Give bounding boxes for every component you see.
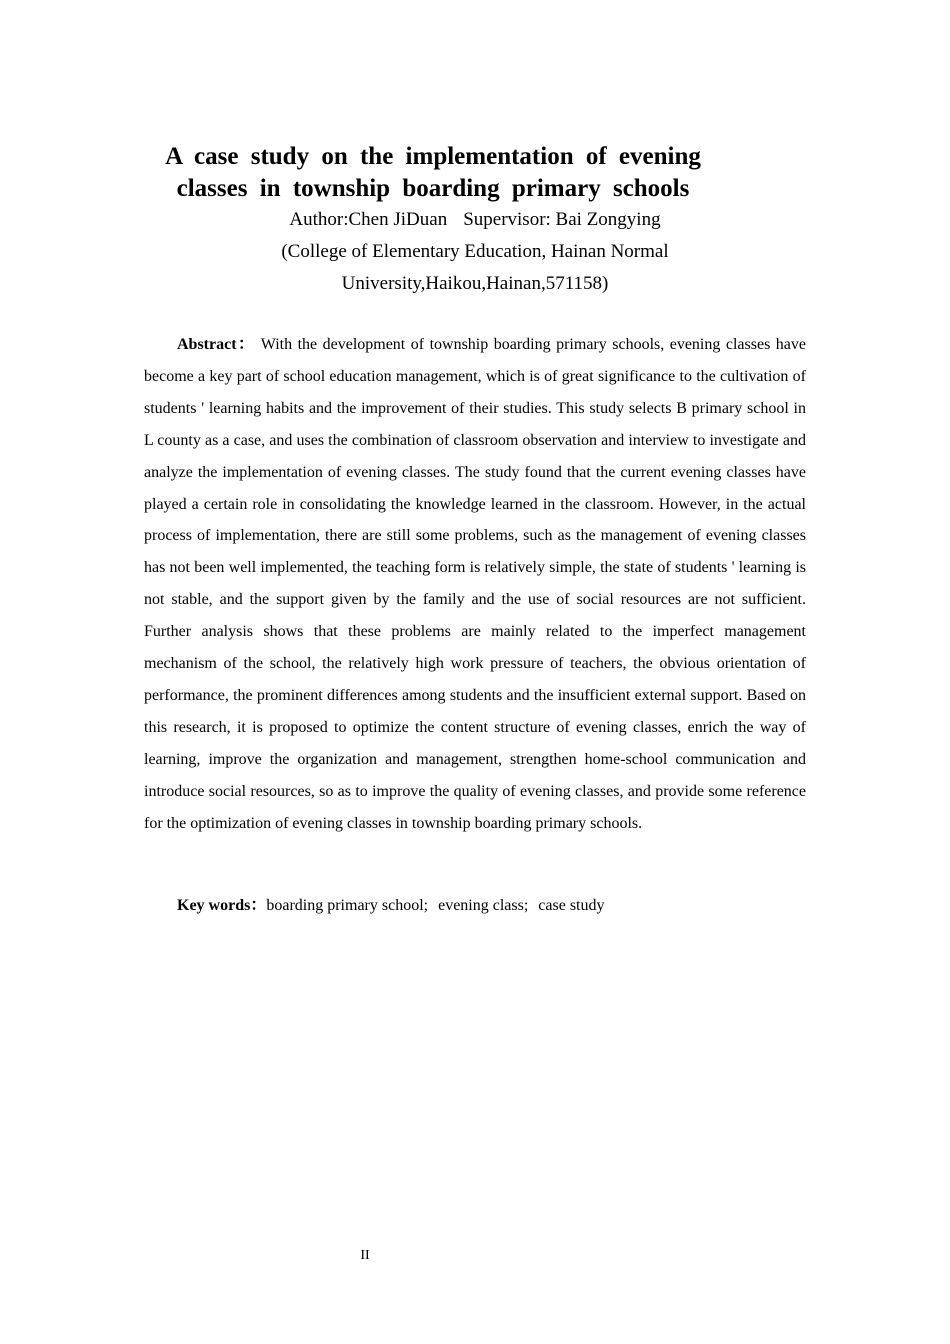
abstract-text: With the development of township boarding primary schools, evening classes have become a key part of school education management, which is of great significance to the cultivation of students ' learning habits and the improvement of their studies. This study selects B primary school in L county as a case, and uses the combination of classroom observation and interview to investigate and analyze the implementation of evening classes. The study found that the current evening classes have played a certain role in consolidating the knowledge learned in the classroom. However, in the actual process of implementation, there are still some problems, such as the management of evening classes has not been well implemented, the teaching form is relatively simple, the state of students ' learning is not stable, and the support given by the family and the use of social resources are not sufficient. Further analysis shows that these problems are mainly related to the imperfect management mechanism of the school, the relatively high work pressure of teachers, the obvious orientation of performance, the prominent differences among students and the insufficient external support. Based on this research, it is proposed to optimize the content structure of evening classes, enrich the way of learning, improve the organization and management, strengthen home-school communication and introduce social resources, so as to improve the quality of evening classes, and provide some reference for the optimization of evening classes in township boarding primary schools. [144, 336, 806, 832]
affiliation-line-1: (College of Elementary Education, Hainan Normal [281, 241, 669, 262]
author-line [140, 204, 810, 236]
author-name: Author:Chen JiDuan [289, 209, 448, 230]
keywords-line [177, 890, 807, 922]
keyword-item: case study [538, 897, 605, 914]
paper-title-line-2: classes in township boarding primary schools [176, 175, 690, 202]
supervisor-name: Supervisor: Bai Zongying [463, 209, 661, 230]
keywords-label: Key words： [177, 897, 267, 914]
paper-title-line-1: A case study on the implementation of evening [165, 143, 701, 170]
abstract-label: Abstract： [177, 336, 256, 353]
page-number: II [360, 1248, 370, 1263]
keyword-item: boarding primary school; [266, 897, 429, 914]
abstract-paragraph [144, 329, 806, 840]
affiliation-line-2: University,Haikou,Hainan,571158) [341, 273, 609, 294]
keyword-item: evening class; [438, 897, 529, 914]
